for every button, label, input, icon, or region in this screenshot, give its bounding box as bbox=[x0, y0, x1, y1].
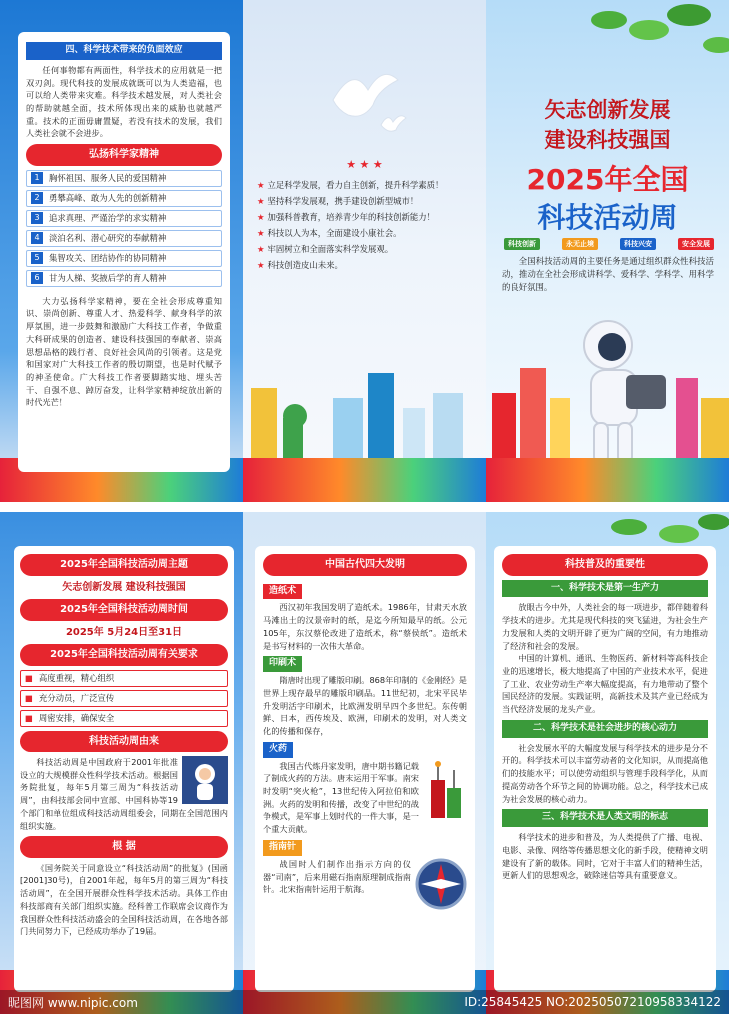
list-item: ★ 立足科学发展，看力自主创新，提升科学素质！ bbox=[257, 180, 444, 190]
requirements-list bbox=[20, 670, 228, 727]
theme-heading: 2025年全国科技活动周主题 bbox=[20, 554, 228, 576]
basis-text: 《国务院关于同意设立“科技活动周”的批复》(国函[2001]30号)，自2001年起，每年5月的第三周为“科技活动周”，在全国开展群众性科学技术活动。具体工作由科技部商有关部门组织实施。经科普工作联席会议商作为我国群众性科技活动盛会的全国科技活动周，在各地各部门共同努力下，已经成功举办了19届。 bbox=[20, 862, 228, 937]
list-item: ★ 科技以人为本，全面建设小康社会。 bbox=[257, 227, 402, 238]
inventions-heading: 中国古代四大发明 bbox=[263, 554, 467, 576]
negative-effects-heading: 四、科学技术带来的负面效应 bbox=[26, 42, 222, 60]
popularization-card bbox=[494, 546, 716, 992]
section-heading: 一、科学技术是第一生产力 bbox=[502, 580, 708, 598]
panel-activity-info bbox=[0, 512, 243, 1014]
list-item: ★ 坚持科学发展观，携手建设创新型城市！ bbox=[257, 195, 419, 206]
list-item: ■ 周密安排，确保安全 bbox=[20, 710, 228, 727]
small-dove-icon bbox=[378, 110, 408, 135]
watermark-left: 昵图网 www.nipic.com bbox=[8, 995, 138, 1010]
list-item: 6 甘为人梯、奖掖后学的育人精神 bbox=[26, 270, 222, 287]
list-item: ■ 充分动员，广泛宣传 bbox=[20, 690, 228, 707]
list-item: 5 集智攻关、团结协作的协同精神 bbox=[26, 250, 222, 267]
brochure-inner-side bbox=[0, 512, 729, 1014]
stars-decoration: ★ ★ ★ bbox=[346, 158, 383, 171]
star-icon: ★ bbox=[257, 211, 265, 222]
section-text: 社会发展水平的大幅度发展与科学技术的进步是分不开的。科学技术可以丰富劳动者的文化知识，从而提高他们的技能水平；可以使劳动组织与管理手段科学化，从而提高劳动各个环节之间的协调功能。总之，科学技术已成为社会发展的核心动力。 bbox=[502, 742, 708, 804]
invention-text: 战国时人们制作出指示方向的仪器“司南”，后来用磁石指南原理制成指南针。北宋指南针运用于航海。 bbox=[263, 858, 411, 895]
compass-block bbox=[263, 858, 467, 896]
firework-icon bbox=[423, 760, 467, 820]
section-text: 放眼古今中外，人类社会的每一项进步，都伴随着科学技术的进步。尤其是现代科技的突飞猛进，为社会生产力发展和人类的文明开辟了更为广阔的空间，有力地推动了经济和社会的发展。 bbox=[502, 602, 708, 651]
watermark-right: ID:25845425 NO:20250507210958334122 bbox=[464, 995, 721, 1009]
slogan-list bbox=[257, 178, 482, 274]
list-item: ■ 高度重视，精心组织 bbox=[20, 670, 228, 687]
invention-text: 我国古代炼丹家发明，唐中期书籍记载了制成火药的方法。唐末运用于军事。南宋时发明“突火枪”，13世纪传入阿拉伯和欧洲。火药的发明和传播，改变了中世纪的战争模式，是军事上划时代的一件大事，是一个重大贡献。 bbox=[263, 760, 419, 835]
basis-heading: 根 据 bbox=[20, 836, 228, 858]
city-skyline-icon bbox=[243, 348, 486, 458]
list-item: 1 胸怀祖国、服务人民的爱国精神 bbox=[26, 170, 222, 187]
invention-tag: 火药 bbox=[263, 742, 293, 758]
list-item: 3 追求真理、严谨治学的求实精神 bbox=[26, 210, 222, 227]
astronaut-child-icon bbox=[182, 756, 228, 804]
cover-line-2: 建设科技强国 bbox=[544, 128, 671, 152]
panel-cover bbox=[486, 0, 729, 502]
spirit-text: 大力弘扬科学家精神，要在全社会形成尊重知识、崇尚创新、尊重人才、热爱科学、献身科学的浓厚氛围，进一步鼓舞和激励广大科技工作者，争做重大科研成果的创造者、建设科技强国的奉献者、崇高思想品格的践行者、良好社会风尚的引领者。这是党和国家对广大科技工作者的殷切期望，也是时代赋予的神圣使命。广大科技工作者要脚踏实地、埋头苦干、自强不息、踔厉奋发，让科学家精神绽放出新的时代光芒！ bbox=[26, 295, 222, 408]
time-text: 2025年 5月24日至31日 bbox=[65, 626, 183, 638]
watermark-bar bbox=[0, 990, 729, 1014]
negative-effects-text: 任何事物都有两面性，科学技术的应用就是一把双刃剑。现代科技的发展成就既可以为人类造福，也可以给人类带来灾难。科学技术越发展，对人类社会的帮助就越全面，技术所体现出来的威胁也就越严重。技术的正面毋庸置疑，若没有技术的发展，我们人类社会就不会进步。 bbox=[26, 64, 222, 139]
panel-popularization bbox=[486, 512, 729, 1014]
section-text: 科学技术的进步和普及，为人类提供了广播、电视、电影、录像、网络等传播思想文化的新手段，使精神文明建设有了新的载体。同时，它对于丰富人们的精神生活，更新人们的思想观念，破除迷信等具有重要意义。 bbox=[502, 832, 708, 881]
origin-heading: 科技活动周由来 bbox=[20, 731, 228, 753]
negative-effects-card bbox=[18, 32, 230, 472]
star-icon: ★ bbox=[257, 243, 265, 254]
section-heading: 二、科学技术是社会进步的核心动力 bbox=[502, 720, 708, 738]
spirit-list bbox=[26, 170, 222, 287]
gunpowder-block bbox=[263, 760, 467, 836]
popularization-heading: 科技普及的重要性 bbox=[502, 554, 708, 576]
compass-icon bbox=[415, 858, 467, 910]
invention-text: 隋唐时出现了雕版印刷。868年印制的《金刚经》是世界上现存最早的雕版印刷品。11世纪初，北宋平民毕升发明活字印刷术，比欧洲发明早四个多世纪。东传朝鲜、日本，西传埃及、欧洲，印刷术的发明，对人类文化的传播和保存， bbox=[263, 675, 467, 736]
decorative-stripe bbox=[486, 458, 729, 502]
spirit-heading: 弘扬科学家精神 bbox=[26, 144, 222, 166]
panel-negative-effects bbox=[0, 0, 243, 502]
badge-row: 科技创新 永无止境 科技兴安 安全发展 bbox=[504, 238, 714, 250]
cover-line-3: 2025年全国 bbox=[526, 163, 689, 196]
theme-text: 矢志创新发展 建设科技强国 bbox=[62, 581, 186, 593]
square-icon: ■ bbox=[25, 712, 33, 723]
list-item: 2 勇攀高峰、敢为人先的创新精神 bbox=[26, 190, 222, 207]
invention-tag: 造纸术 bbox=[263, 584, 302, 600]
brochure-outer-side bbox=[0, 0, 729, 502]
list-item: ★ 加强科普教育，培养青少年的科技创新能力！ bbox=[257, 211, 436, 222]
cover-line-4: 科技活动周 bbox=[537, 201, 678, 234]
time-heading: 2025年全国科技活动周时间 bbox=[20, 599, 228, 621]
panel-four-inventions bbox=[243, 512, 486, 1014]
cover-line-1: 矢志创新发展 bbox=[544, 98, 671, 122]
origin-text: 科技活动周是中国政府于2001年批准设立的大规模群众性科学技术活动。根据国务院批复，每年5月第三周为“科技活动周”，由科技部会同中宣部、中国科协等19个部门和单位组成科技活动周组委会，同期在全国范围内组织实施。 bbox=[20, 757, 228, 831]
requirements-heading: 2025年全国科技活动周有关要求 bbox=[20, 644, 228, 666]
star-icon: ★ bbox=[257, 259, 265, 270]
leaves-icon bbox=[569, 0, 729, 80]
invention-text: 西汉初年我国发明了造纸术。1986年，甘肃天水放马滩出土的汉景帝时的纸，是迄今所知最早的纸。公元105年，东汉蔡伦改进了造纸术，称“蔡侯纸”。造纸术是书写材料的一次伟大革命。 bbox=[263, 602, 467, 651]
star-icon: ★ bbox=[257, 227, 265, 238]
star-icon: ★ bbox=[257, 195, 265, 206]
list-item: ★ 科技创造皮山未来。 bbox=[257, 259, 343, 270]
section-heading: 三、科学技术是人类文明的标志 bbox=[502, 809, 708, 827]
section-text: 中国的计算机、通讯、生物医药、新材料等高科技企业的迅速增长，极大地提高了中国的产业技术水平，促进了工业、农业劳动生产率大幅度提高，有力地带动了整个国民经济的发展。实践证明，高新技术及其产业已经成为当代经济发展的龙头产业。 bbox=[502, 653, 708, 715]
star-icon: ★ bbox=[257, 180, 265, 190]
list-item: 4 淡泊名利、潜心研究的奉献精神 bbox=[26, 230, 222, 247]
invention-tag: 指南针 bbox=[263, 840, 302, 856]
cover-intro: 全国科技活动周的主要任务是通过组织群众性科技活动，推动在全社会形成讲科学、爱科学、学科学、用科学的良好氛围。 bbox=[502, 256, 714, 293]
square-icon: ■ bbox=[25, 672, 33, 683]
inventions-card bbox=[255, 546, 475, 992]
invention-tag: 印刷术 bbox=[263, 656, 302, 672]
decorative-stripe bbox=[243, 458, 486, 502]
list-item: ★ 牢固树立和全面落实科学发展观。 bbox=[257, 243, 394, 254]
square-icon: ■ bbox=[25, 692, 33, 703]
panel-slogans bbox=[243, 0, 486, 502]
activity-info-card bbox=[14, 546, 234, 992]
origin-block bbox=[20, 756, 228, 832]
astronaut-icon bbox=[566, 315, 676, 480]
